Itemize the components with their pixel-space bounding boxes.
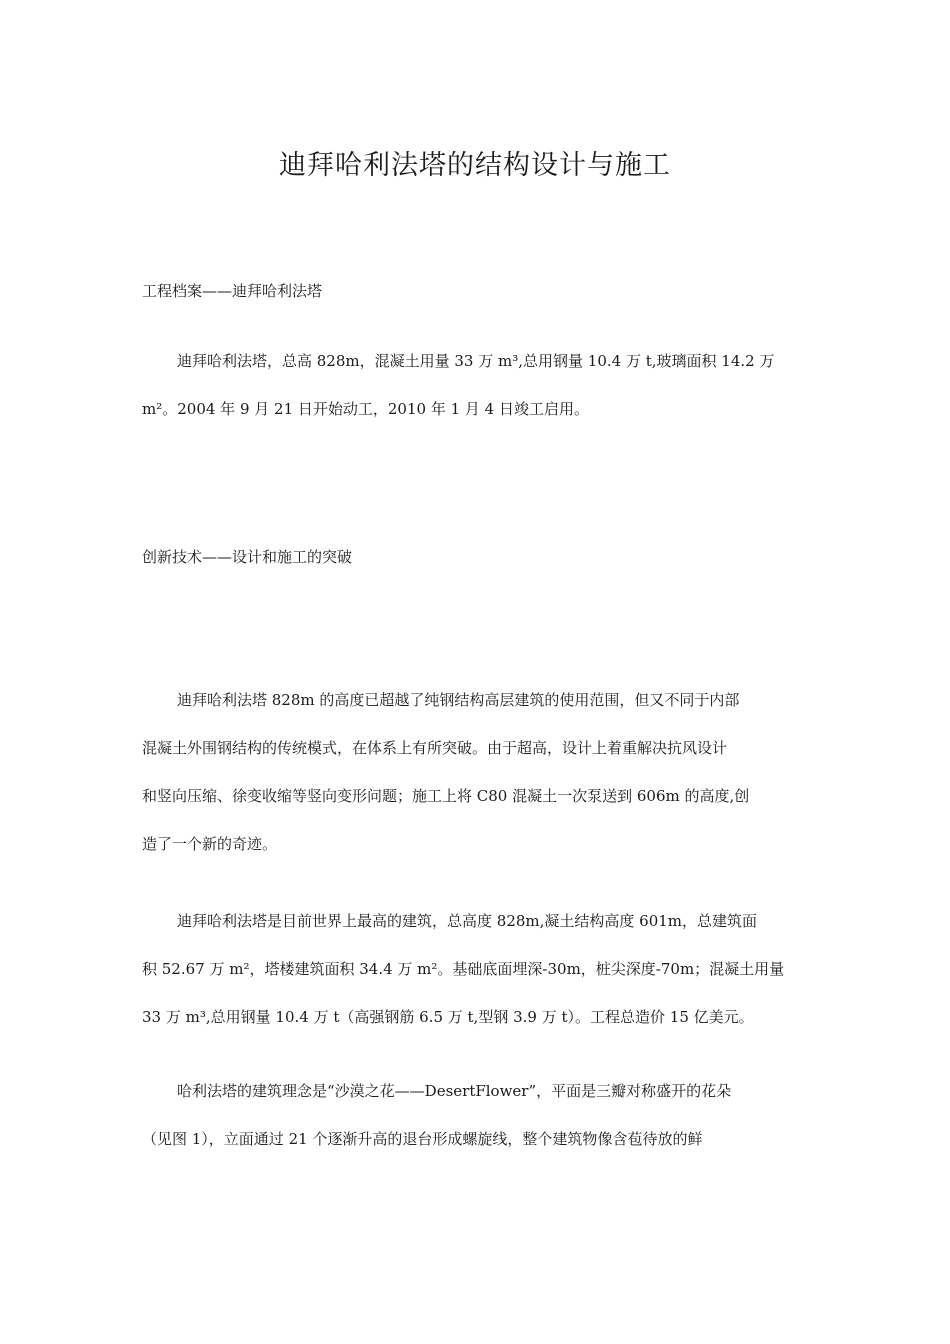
paragraph-line: 33 万 m³,总用钢量 10.4 万 t（高强钢筋 6.5 万 t,型钢 3.9 万 t）。工程总造价 15 亿美元。 (142, 1008, 754, 1026)
paragraph-line: 混凝土外围钢结构的传统模式，在体系上有所突破。由于超高，设计上着重解决抗风设计 (142, 739, 728, 757)
paragraph-line: 和竖向压缩、徐变收缩等竖向变形问题；施工上将 C80 混凝土一次泵送到 606m 的高度,创 (142, 787, 750, 805)
paragraph-line: 迪拜哈利法塔是目前世界上最高的建筑，总高度 828m,凝土结构高度 601m，总建筑面 (177, 912, 758, 930)
paragraph-innovation (142, 676, 810, 868)
section-heading-innovation: 创新技术——设计和施工的突破 (142, 548, 353, 566)
paragraph-building-facts (142, 897, 810, 1041)
paragraph-line: （见图 1），立面通过 21 个逐渐升高的退台形成螺旋线，整个建筑物像含苞待放的鲜 (142, 1130, 703, 1148)
paragraph-design-concept (142, 1067, 810, 1163)
section-heading-project-profile: 工程档案——迪拜哈利法塔 (142, 282, 323, 300)
paragraph-line: m²。2004 年 9 月 21 日开始动工，2010 年 1 月 4 日竣工启用。 (142, 400, 589, 418)
paragraph-project-overview (142, 337, 810, 433)
document-title: 迪拜哈利法塔的结构设计与施工 (279, 150, 671, 181)
paragraph-line: 积 52.67 万 m²，塔楼建筑面积 34.4 万 m²。基础底面埋深-30m，桩尖深度-70m；混凝土用量 (142, 960, 785, 978)
paragraph-line: 迪拜哈利法塔 828m 的高度已超越了纯钢结构高层建筑的使用范围，但又不同于内部 (177, 691, 740, 709)
paragraph-line: 哈利法塔的建筑理念是“沙漠之花——DesertFlower”，平面是三瓣对称盛开的花朵 (177, 1082, 732, 1100)
paragraph-line: 造了一个新的奇迹。 (142, 835, 278, 853)
paragraph-line: 迪拜哈利法塔，总高 828m，混凝土用量 33 万 m³,总用钢量 10.4 万 t,玻璃面积 14.2 万 (177, 352, 775, 370)
